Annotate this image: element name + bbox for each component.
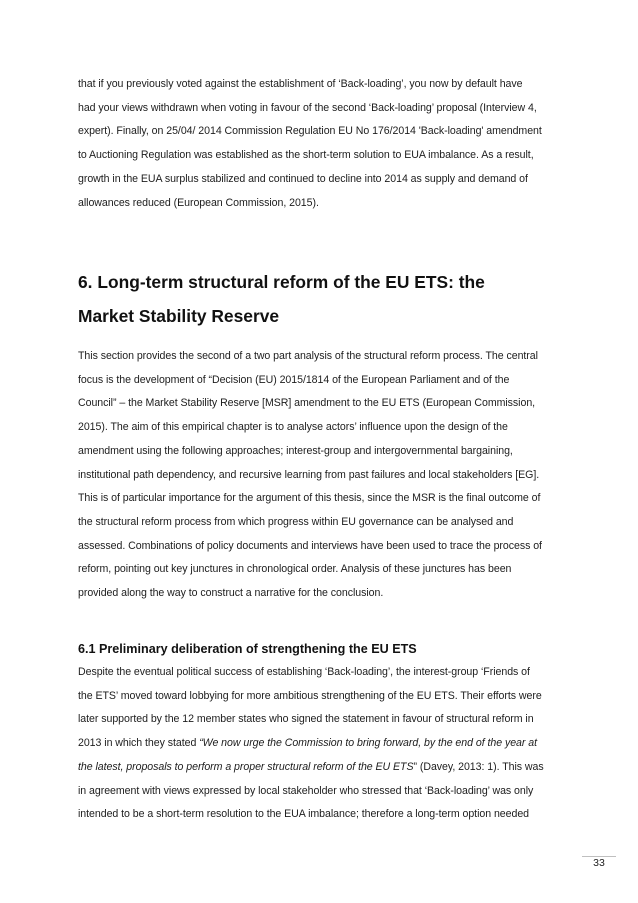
text-line: intended to be a short-term resolution to the EUA imbalance; therefore a long-term option needed xyxy=(78,808,530,821)
text-line xyxy=(78,756,562,780)
text-line: the structural reform process from which progress within EU governance can be analysed and xyxy=(78,515,514,528)
text-line xyxy=(78,732,562,756)
text-line: focus is the development of “Decision (EU) 2015/1814 of the European Parliament and of the xyxy=(78,373,510,386)
paragraph-section-intro xyxy=(78,345,562,606)
text-line: reform, pointing out key junctures in chronological order. Analysis of these junctures has been xyxy=(78,563,512,576)
text-line: Council” – the Market Stability Reserve [MSR] amendment to the EU ETS (European Commission, xyxy=(78,397,536,410)
text-line: Despite the eventual political success of establishing ‘Back-loading’, the interest-group ‘Friends of xyxy=(78,666,530,678)
text-line: This is of particular importance for the argument of this thesis, since the MSR is the final outcome of xyxy=(78,492,541,505)
text-run: 2013 in which they stated xyxy=(78,737,200,750)
text-line: to Auctioning Regulation was established as the short-term solution to EUA imbalance. As a result, xyxy=(78,149,534,162)
page-number: 33 xyxy=(593,857,605,869)
paragraph-preliminary-deliberation xyxy=(78,661,562,827)
section-heading-6 xyxy=(78,265,578,333)
heading-line: 6. Long-term structural reform of the EU ETS: the xyxy=(78,272,485,292)
text-run: ” (Davey, 2013: 1). This was xyxy=(413,760,544,773)
text-line: that if you previously voted against the establishment of ‘Back-loading’, you now by default have xyxy=(78,78,523,90)
text-line: later supported by the 12 member states who signed the statement in favour of structural reform in xyxy=(78,713,534,726)
text-line: assessed. Combinations of policy documents and interviews have been used to trace the process of xyxy=(78,539,542,552)
heading-line: Market Stability Reserve xyxy=(78,306,280,326)
quote-text: “We now urge the Commission to bring forward, by the end of the year at xyxy=(199,737,537,750)
subsection-heading-6-1: 6.1 Preliminary deliberation of strengthening the EU ETS xyxy=(78,642,417,656)
text-line: This section provides the second of a two part analysis of the structural reform process. The central xyxy=(78,350,538,362)
text-line: provided along the way to construct a narrative for the conclusion. xyxy=(78,587,384,600)
text-line: allowances reduced (European Commission, 2015). xyxy=(78,196,319,209)
text-line: growth in the EUA surplus stabilized and continued to decline into 2014 as supply and demand of xyxy=(78,172,528,185)
text-line: had your views withdrawn when voting in favour of the second ‘Back-loading’ proposal (Interview 4, xyxy=(78,101,537,114)
text-line: institutional path dependency, and recursive learning from past failures and local stakeholders [EG]. xyxy=(78,468,540,481)
paragraph-back-loading-outcome xyxy=(78,73,562,215)
text-line: amendment using the following approaches; interest-group and intergovernmental bargaining, xyxy=(78,444,513,457)
text-line: the ETS’ moved toward lobbying for more ambitious strengthening of the EU ETS. Their efforts were xyxy=(78,689,542,702)
text-line: in agreement with views expressed by local stakeholder who stressed that ‘Back-loading’ was only xyxy=(78,784,534,797)
text-line: expert). Finally, on 25/04/ 2014 Commission Regulation EU No 176/2014 'Back-loading' amendment xyxy=(78,125,542,138)
quote-text: the latest, proposals to perform a proper structural reform of the EU ETS xyxy=(78,760,414,773)
text-line: 2015). The aim of this empirical chapter is to analyse actors’ influence upon the design of the xyxy=(78,421,508,434)
